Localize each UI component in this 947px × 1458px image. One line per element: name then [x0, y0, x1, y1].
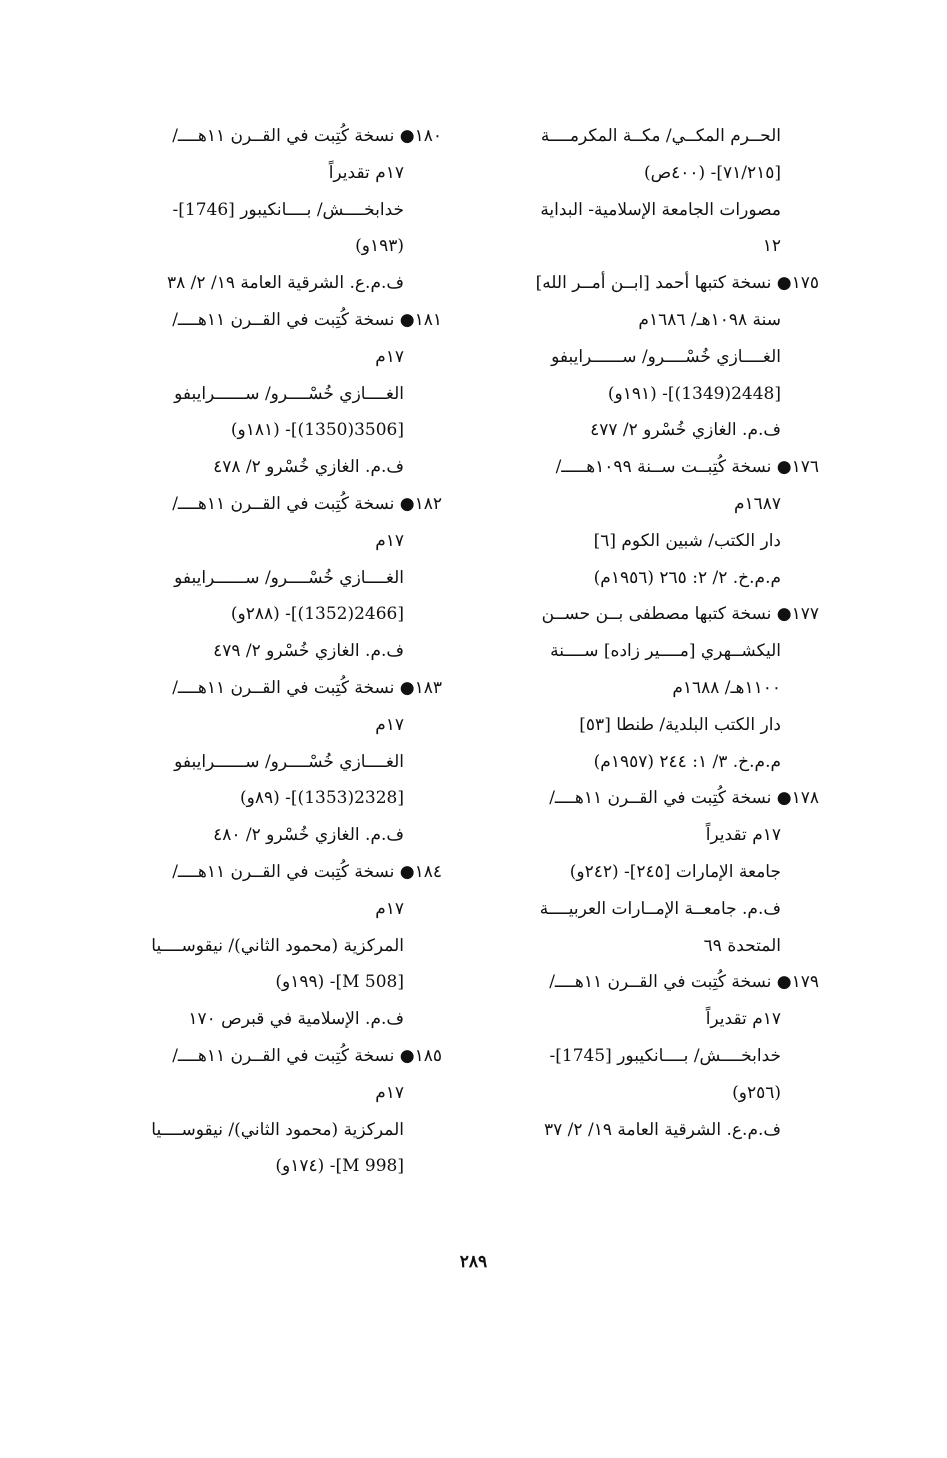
left-column-line: الغــــازي خُسْــــرو/ ســــــرايبفو — [174, 751, 404, 772]
left-column-line: ١٨٢● نسخة كُتِبت في القــرن ١١هــــ/ — [172, 493, 442, 514]
left-column-line: المركزية (محمود الثاني)/ نيقوســــيا — [151, 935, 404, 956]
right-column-line: جامعة الإمارات [٢٤٥]- (٢٤٢و) — [569, 861, 781, 882]
left-column-line: ١٨٠● نسخة كُتِبت في القــرن ١١هــــ/ — [172, 126, 442, 146]
left-column-line: [2328(1353)]- (٨٩و) — [240, 788, 404, 809]
left-column-line: خدابخــــش/ بــــانكيبور [1746]- — [172, 199, 404, 220]
left-column-line: ف.م. الغازي خُسْرو ٢/ ٤٨٠ — [213, 825, 404, 846]
right-column-line: ١٧٥● نسخة كتبها أحمد [ابــن أمــر الله] — [535, 273, 819, 294]
right-column-line: ١٧٦● نسخة كُتِبــت ســنة ١٠٩٩هـــــ/ — [555, 457, 819, 478]
left-column-line: (١٩٣و) — [355, 236, 404, 257]
right-column-line: سنة ١٠٩٨هـ/ ١٦٨٦م — [638, 309, 781, 330]
left-column-line: ١٧م — [375, 346, 404, 367]
right-column-line: ف.م. الغازي خُسْرو ٢/ ٤٧٧ — [590, 420, 781, 441]
right-column-line: م.م.خ. ٣/ ١: ٢٤٤ (١٩٥٧م) — [593, 751, 781, 772]
left-column-line: ١٧م — [375, 530, 404, 551]
left-column-line: [M 508]- (١٩٩و) — [275, 972, 404, 993]
right-column-line: ١٧م تقديراً — [705, 1009, 781, 1030]
page-number: ٢٨٩ — [459, 1252, 488, 1272]
left-column-line: ١٨٥● نسخة كُتِبت في القــرن ١١هــــ/ — [172, 1045, 442, 1066]
right-column-line: مصورات الجامعة الإسلامية- البداية — [540, 199, 781, 220]
right-column-line: م.م.خ. ٢/ ٢: ٢٦٥ (١٩٥٦م) — [593, 567, 781, 588]
left-column-line: ف.م. الغازي خُسْرو ٢/ ٤٧٩ — [213, 641, 404, 662]
left-column — [107, 118, 442, 1185]
right-column-line: الحــرم المكــي/ مكــة المكرمــــة — [540, 126, 781, 146]
left-column-line: المركزية (محمود الثاني)/ نيقوســــيا — [151, 1119, 404, 1140]
right-column-line: (٢٥٦و) — [732, 1082, 781, 1103]
left-column-line: [3506(1350)]- (١٨١و) — [230, 420, 404, 441]
right-column-line: دار الكتب البلدية/ طنطا [٥٣] — [579, 714, 781, 735]
left-column-line: ف.م.ع. الشرقية العامة ١٩/ ٢/ ٣٨ — [167, 273, 404, 294]
right-column-line: ١٧٨● نسخة كُتِبت في القــرن ١١هــــ/ — [549, 788, 819, 809]
right-column-line: الغــــازي خُسْــــرو/ ســــــرايبفو — [551, 346, 781, 367]
left-column-line: ١٨١● نسخة كُتِبت في القــرن ١١هــــ/ — [172, 309, 442, 330]
right-column-line: ١٧٧● نسخة كتبها مصطفى بــن حســن — [541, 604, 819, 625]
right-column-line: ف.م.ع. الشرقية العامة ١٩/ ٢/ ٣٧ — [544, 1119, 781, 1140]
right-column-line: دار الكتب/ شبين الكوم [٦] — [593, 530, 781, 551]
left-column-line: الغــــازي خُسْــــرو/ ســــــرايبفو — [174, 567, 404, 588]
left-column-line: ف.م. الغازي خُسْرو ٢/ ٤٧٨ — [213, 457, 404, 478]
left-column-line: ١٧م تقديراً — [328, 162, 404, 183]
left-column-line: ١٨٤● نسخة كُتِبت في القــرن ١١هــــ/ — [172, 861, 442, 882]
right-column-line: ١٧٩● نسخة كُتِبت في القــرن ١١هــــ/ — [549, 972, 819, 993]
right-column-line: خدابخــــش/ بــــانكيبور [1745]- — [549, 1045, 781, 1066]
right-column-line: ١٦٨٧م — [733, 493, 781, 514]
left-column-line: الغــــازي خُسْــــرو/ ســــــرايبفو — [174, 383, 404, 404]
left-column-line: [M 998]- (١٧٤و) — [275, 1156, 404, 1177]
right-column-line: ف.م. جامعــة الإمــارات العربيــــة — [539, 898, 781, 919]
right-column-line: ١٢ — [762, 236, 781, 257]
right-column-line: [2448(1349)]- (١٩١و) — [607, 383, 781, 404]
left-column-line: ١٨٣● نسخة كُتِبت في القــرن ١١هــــ/ — [172, 677, 442, 698]
left-column-line: ف.م. الإسلامية في قبرص ١٧٠ — [188, 1009, 404, 1030]
left-column-line: ١٧م — [375, 1082, 404, 1103]
right-column-line: [٧١/٢١٥]- (٤٠٠ص) — [643, 162, 781, 183]
right-column-line: اليكشــهري [مــــير زاده] ســــنة — [550, 641, 781, 662]
left-column-line: ١٧م — [375, 898, 404, 919]
right-column — [489, 118, 819, 1148]
right-column-line: ١١٠٠هـ/ ١٦٨٨م — [672, 677, 781, 698]
right-column-line: ١٧م تقديراً — [705, 825, 781, 846]
left-column-line: ١٧م — [375, 714, 404, 735]
left-column-line: [2466(1352)]- (٢٨٨و) — [230, 604, 404, 625]
right-column-line: المتحدة ٦٩ — [703, 935, 781, 956]
